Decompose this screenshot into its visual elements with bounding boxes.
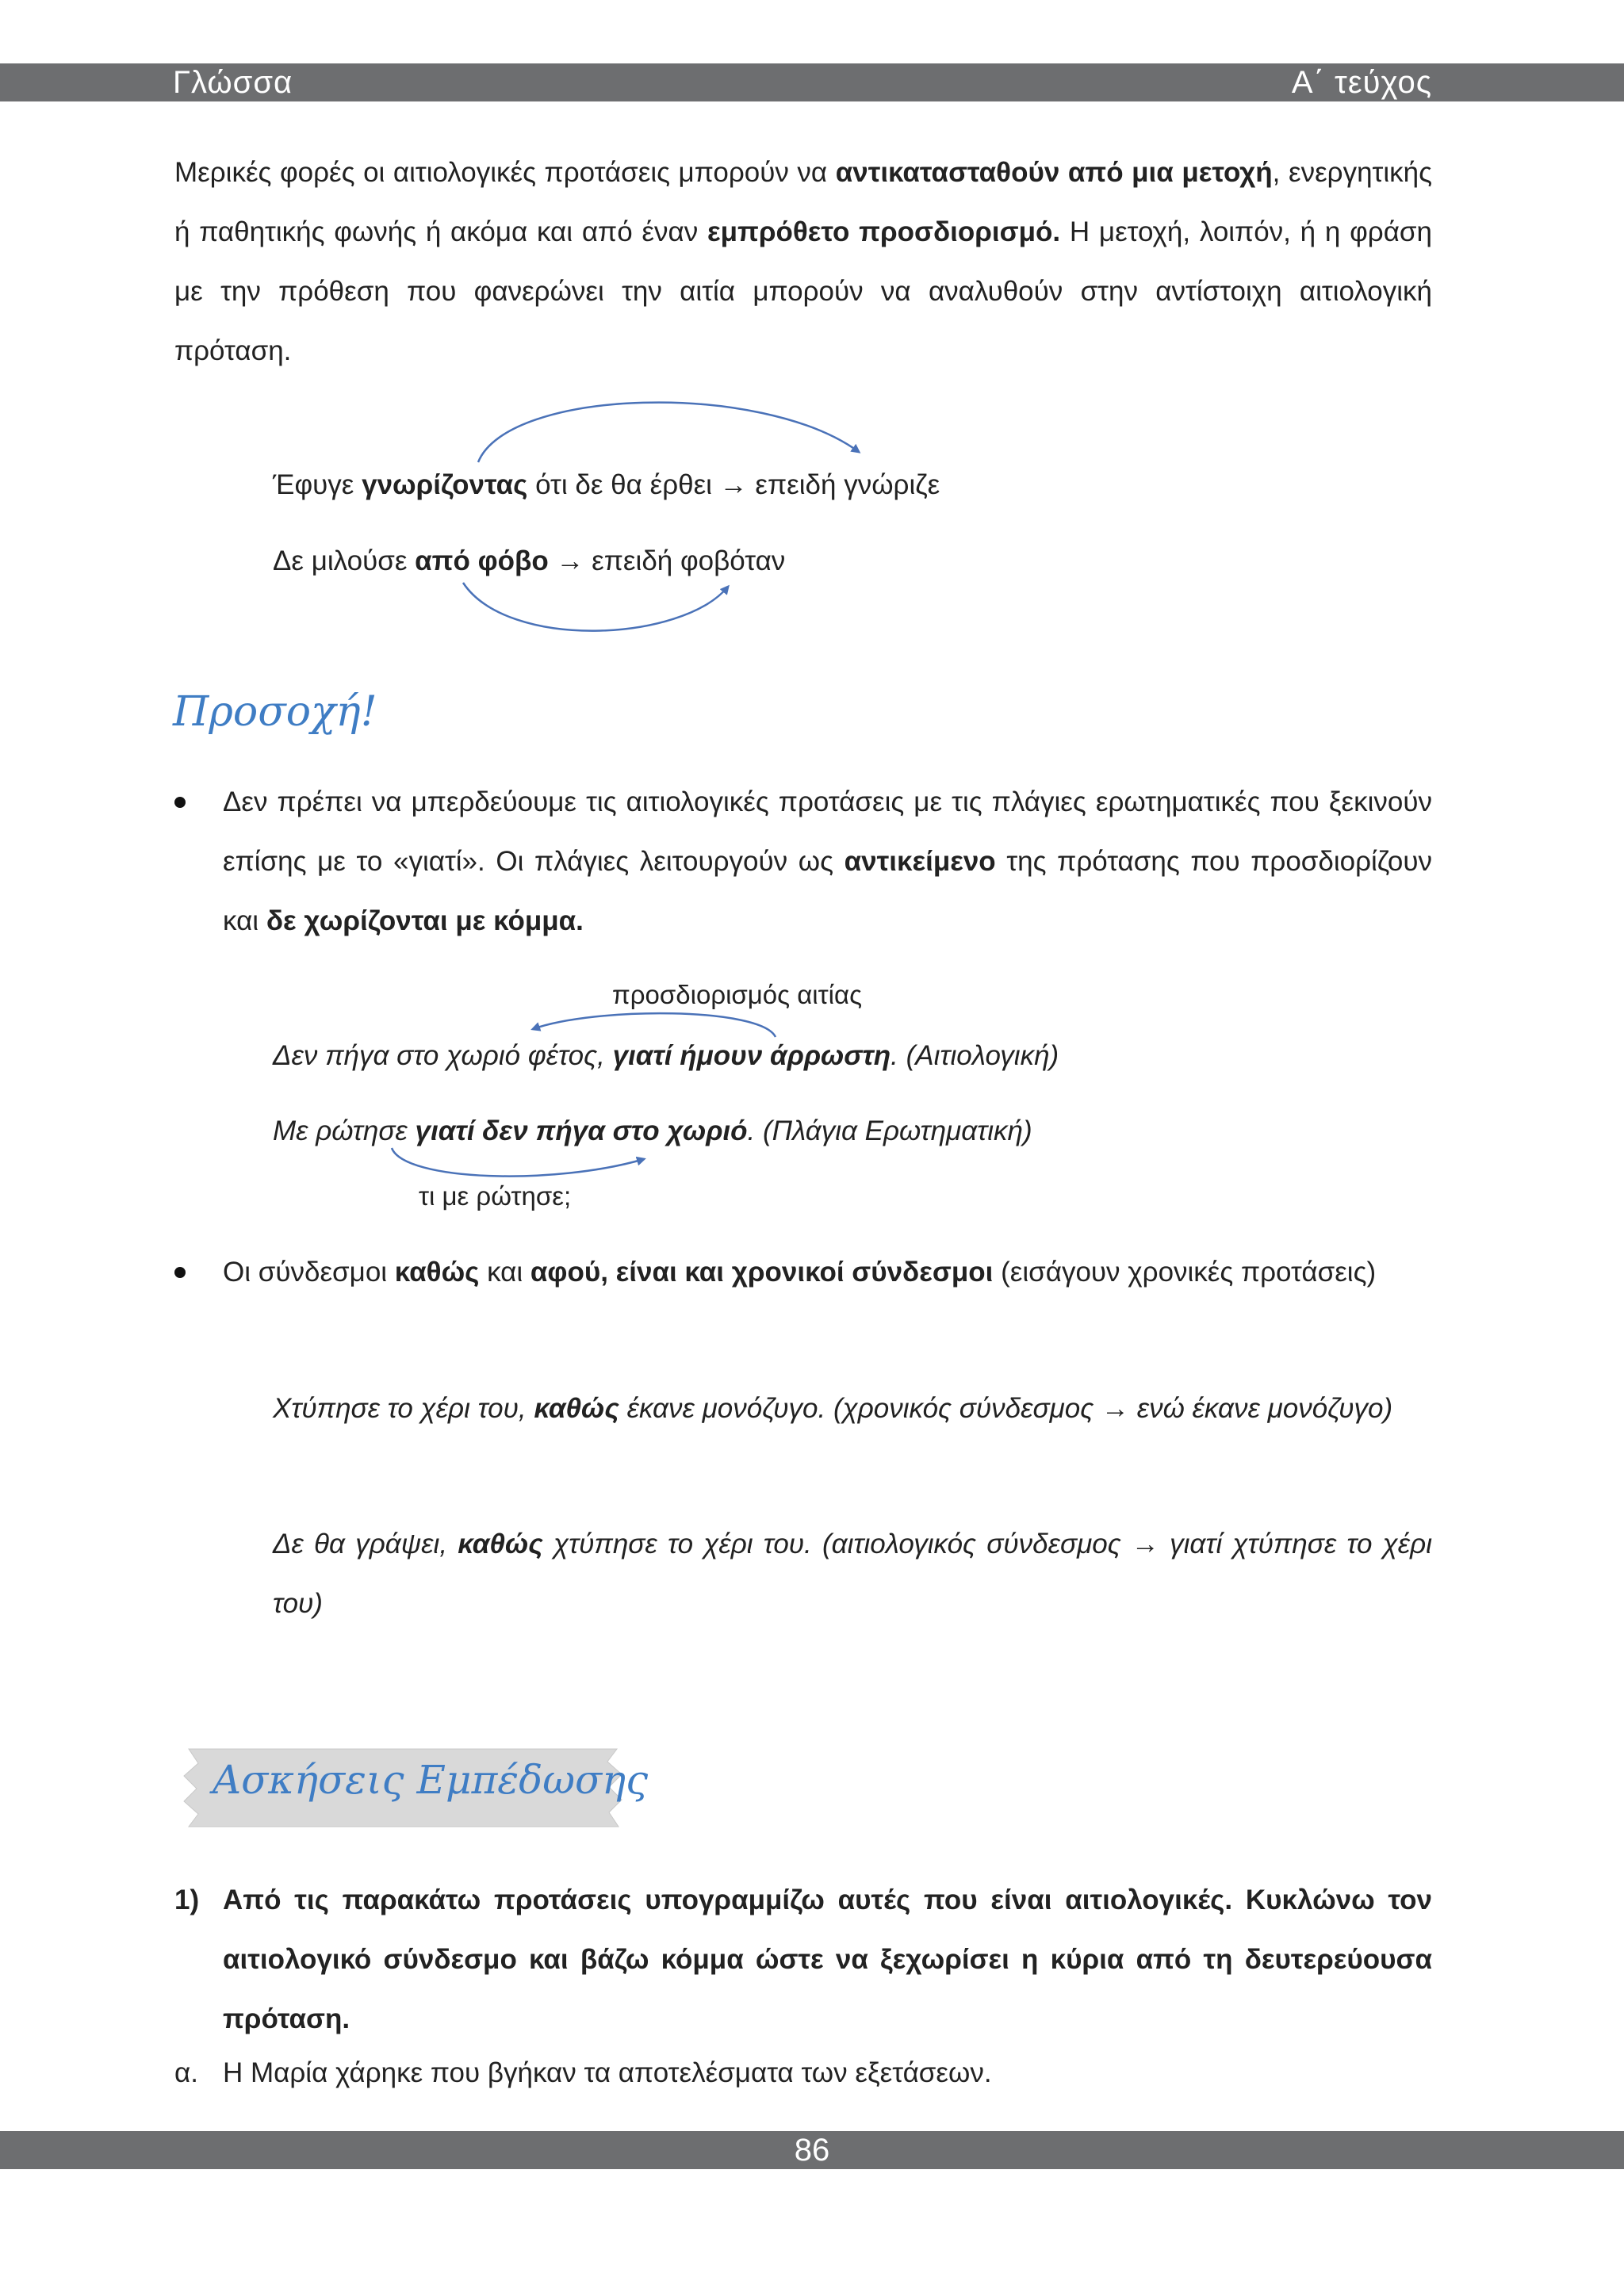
example-bold: γνωρίζοντας <box>362 469 528 500</box>
example-text: Χτύπησε το χέρι του, <box>273 1393 534 1424</box>
bullet-bold: αντικείμενο <box>844 846 996 877</box>
bullet-text: της πρότασης που προσδιορίζουν και <box>223 846 1432 936</box>
exercise-item-label: α. <box>174 2057 198 2088</box>
example-text: Δεν πήγα στο χωριό φέτος, <box>273 1040 613 1071</box>
exercises-title: Ασκήσεις Εμπέδωσης <box>213 1757 649 1803</box>
bullet-bold: δε χωρίζονται με κόμμα. <box>266 905 584 936</box>
bullet-text: (εισάγουν χρονικές προτάσεις) <box>993 1257 1377 1288</box>
header-issue: Α΄ τεύχος <box>1291 65 1432 100</box>
example-text: . (Αιτιολογική) <box>891 1040 1059 1071</box>
example-text: Έφυγε <box>273 469 362 500</box>
exercise-item-text: Η Μαρία χάρηκε που βγήκαν τα αποτελέσματα των εξετάσεων. <box>223 2057 992 2088</box>
example-bold: καθώς <box>458 1529 543 1559</box>
arrow-cause <box>533 1013 776 1037</box>
example-text: . (Πλάγια Ερωτηματική) <box>747 1115 1032 1146</box>
arrow-participle <box>478 403 859 462</box>
bullet-bold: αφού, είναι και χρονικοί σύνδεσμοι <box>530 1257 994 1288</box>
attention-heading: Προσοχή! <box>173 688 377 736</box>
intro-bold-2: εμπρόθετο προσδιορισμό. <box>707 216 1061 247</box>
intro-text-1: Μερικές φορές οι αιτιολογικές προτάσεις μπορούν να <box>174 157 836 188</box>
page-number: 86 <box>794 2133 830 2168</box>
example-text: Με ρώτησε <box>273 1115 416 1146</box>
example-bold: από φόβο <box>415 545 549 576</box>
intro-bold-1: αντικατασταθούν από μια μετοχή <box>835 157 1273 188</box>
bullet-text: Δεν πρέπει να μπερδεύουμε τις αιτιολογικές προτάσεις με τις πλάγιες ερωτηματικές που ξεκινούν επίσης με το «γιατί». Οι πλάγιες λειτουργούν ως <box>223 786 1432 877</box>
arrow-fear <box>463 583 728 631</box>
exercise-instruction: Από τις παρακάτω προτάσεις υπογραμμίζω αυτές που είναι αιτιολογικές. Κυκλώνω τον αιτιολογικό σύνδεσμο και βάζω κόμμα ώστε να ξεχωρίσει η κύρια από τη δευτερεύουσα πρόταση. <box>223 1885 1432 2034</box>
intro-text-3: Η μετοχή, λοιπόν, ή η φράση με την πρόθεση που φανερώνει την αιτία μπορούν να αναλυθούν στην αντίστοιχη αιτιολογική πρόταση. <box>174 216 1432 366</box>
exercise-number: 1) <box>174 1885 200 1915</box>
example-text: χτύπησε το χέρι του. (αιτιολογικός σύνδεσμος → γιατί χτύπησε το χέρι του) <box>273 1529 1432 1619</box>
example-bold: καθώς <box>534 1393 619 1424</box>
example-bold: γιατί δεν πήγα στο χωριό <box>415 1115 748 1146</box>
example-bold: γιατί ήμουν άρρωστη <box>612 1040 891 1071</box>
bullet-text: Οι σύνδεσμοι <box>223 1257 395 1288</box>
example-text: → επειδή φοβόταν <box>548 545 786 576</box>
label-cause-adverbial: προσδιορισμός αιτίας <box>612 980 862 1009</box>
header-subject: Γλώσσα <box>173 65 293 100</box>
example-text: Δε θα γράψει, <box>273 1529 458 1559</box>
bullet-bold: καθώς <box>394 1257 480 1288</box>
example-text: ότι δε θα έρθει → επειδή γνώριζε <box>527 469 940 500</box>
intro-text-2: , ενεργητικής ή παθητικής φωνής ή ακόμα και από έναν <box>174 157 1432 247</box>
label-what-asked: τι με ρώτησε; <box>419 1181 572 1211</box>
example-text: έκανε μονόζυγο. (χρονικός σύνδεσμος → ενώ έκανε μονόζυγο) <box>619 1393 1393 1424</box>
arrow-indirect-question <box>392 1148 644 1177</box>
example-text: Δε μιλούσε <box>273 545 416 576</box>
bullet-text: και <box>479 1257 530 1288</box>
